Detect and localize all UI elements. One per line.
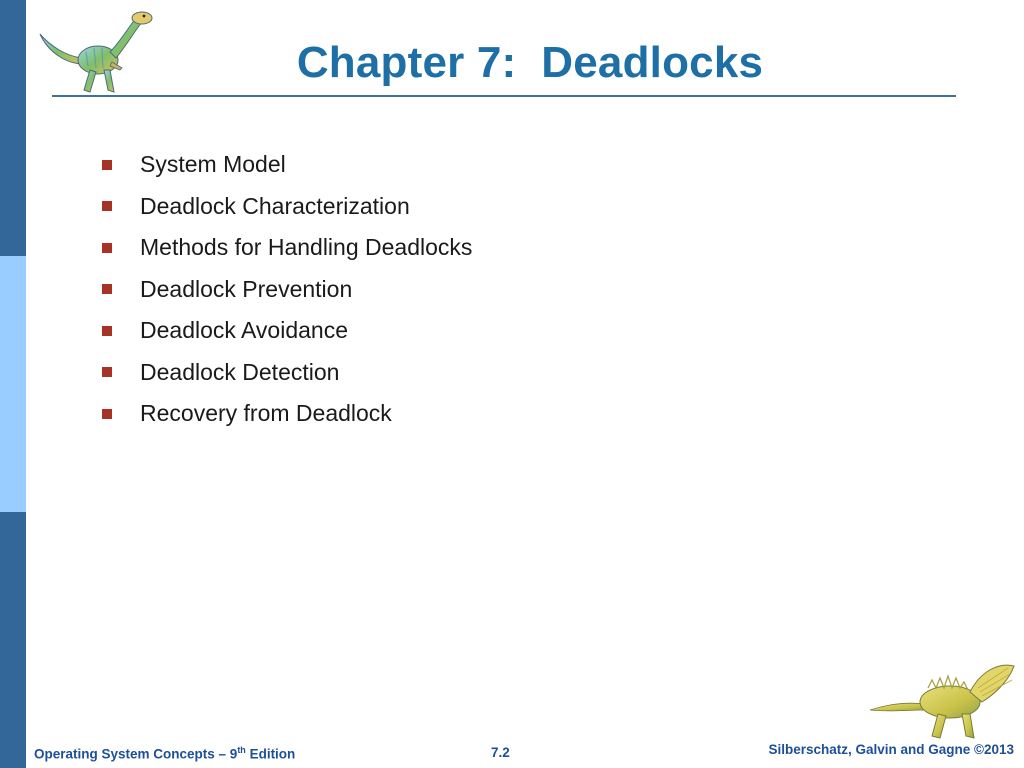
list-item: [100, 227, 472, 269]
list-item-label: Methods for Handling Deadlocks: [140, 234, 473, 261]
square-bullet-icon: [102, 284, 112, 294]
page-number: 7.2: [491, 745, 510, 760]
list-item: [100, 186, 472, 228]
square-bullet-icon: [102, 160, 112, 170]
footer-authors: Silberschatz, Galvin and Gagne ©2013: [768, 742, 1014, 757]
footer-book-prefix: Operating System Concepts – 9: [34, 746, 238, 762]
square-bullet-icon: [102, 409, 112, 419]
list-item-label: Recovery from Deadlock: [140, 400, 392, 427]
list-item: [100, 269, 472, 311]
title-divider: [52, 95, 956, 97]
dinosaur-icon: [36, 6, 158, 96]
list-item: [100, 393, 472, 435]
square-bullet-icon: [102, 201, 112, 211]
square-bullet-icon: [102, 243, 112, 253]
square-bullet-icon: [102, 326, 112, 336]
sidebar-band-top: [0, 0, 26, 256]
list-item: [100, 310, 472, 352]
list-item-label: Deadlock Avoidance: [140, 317, 348, 344]
list-item-label: Deadlock Detection: [140, 358, 340, 385]
footer-book-title: [34, 745, 295, 762]
footer-book-suffix: Edition: [245, 746, 296, 762]
dinosaur-icon: [868, 658, 1018, 742]
list-item: [100, 352, 472, 394]
page-title: Chapter 7: Deadlocks: [296, 38, 764, 87]
square-bullet-icon: [102, 367, 112, 377]
list-item: [100, 144, 472, 186]
list-item-label: System Model: [140, 151, 286, 178]
sidebar-band-bottom: [0, 512, 26, 768]
footer-book-sup: th: [237, 745, 246, 755]
bullet-list: [100, 144, 472, 435]
list-item-label: Deadlock Characterization: [140, 192, 410, 219]
list-item-label: Deadlock Prevention: [140, 275, 353, 302]
sidebar-band-middle: [0, 256, 26, 512]
